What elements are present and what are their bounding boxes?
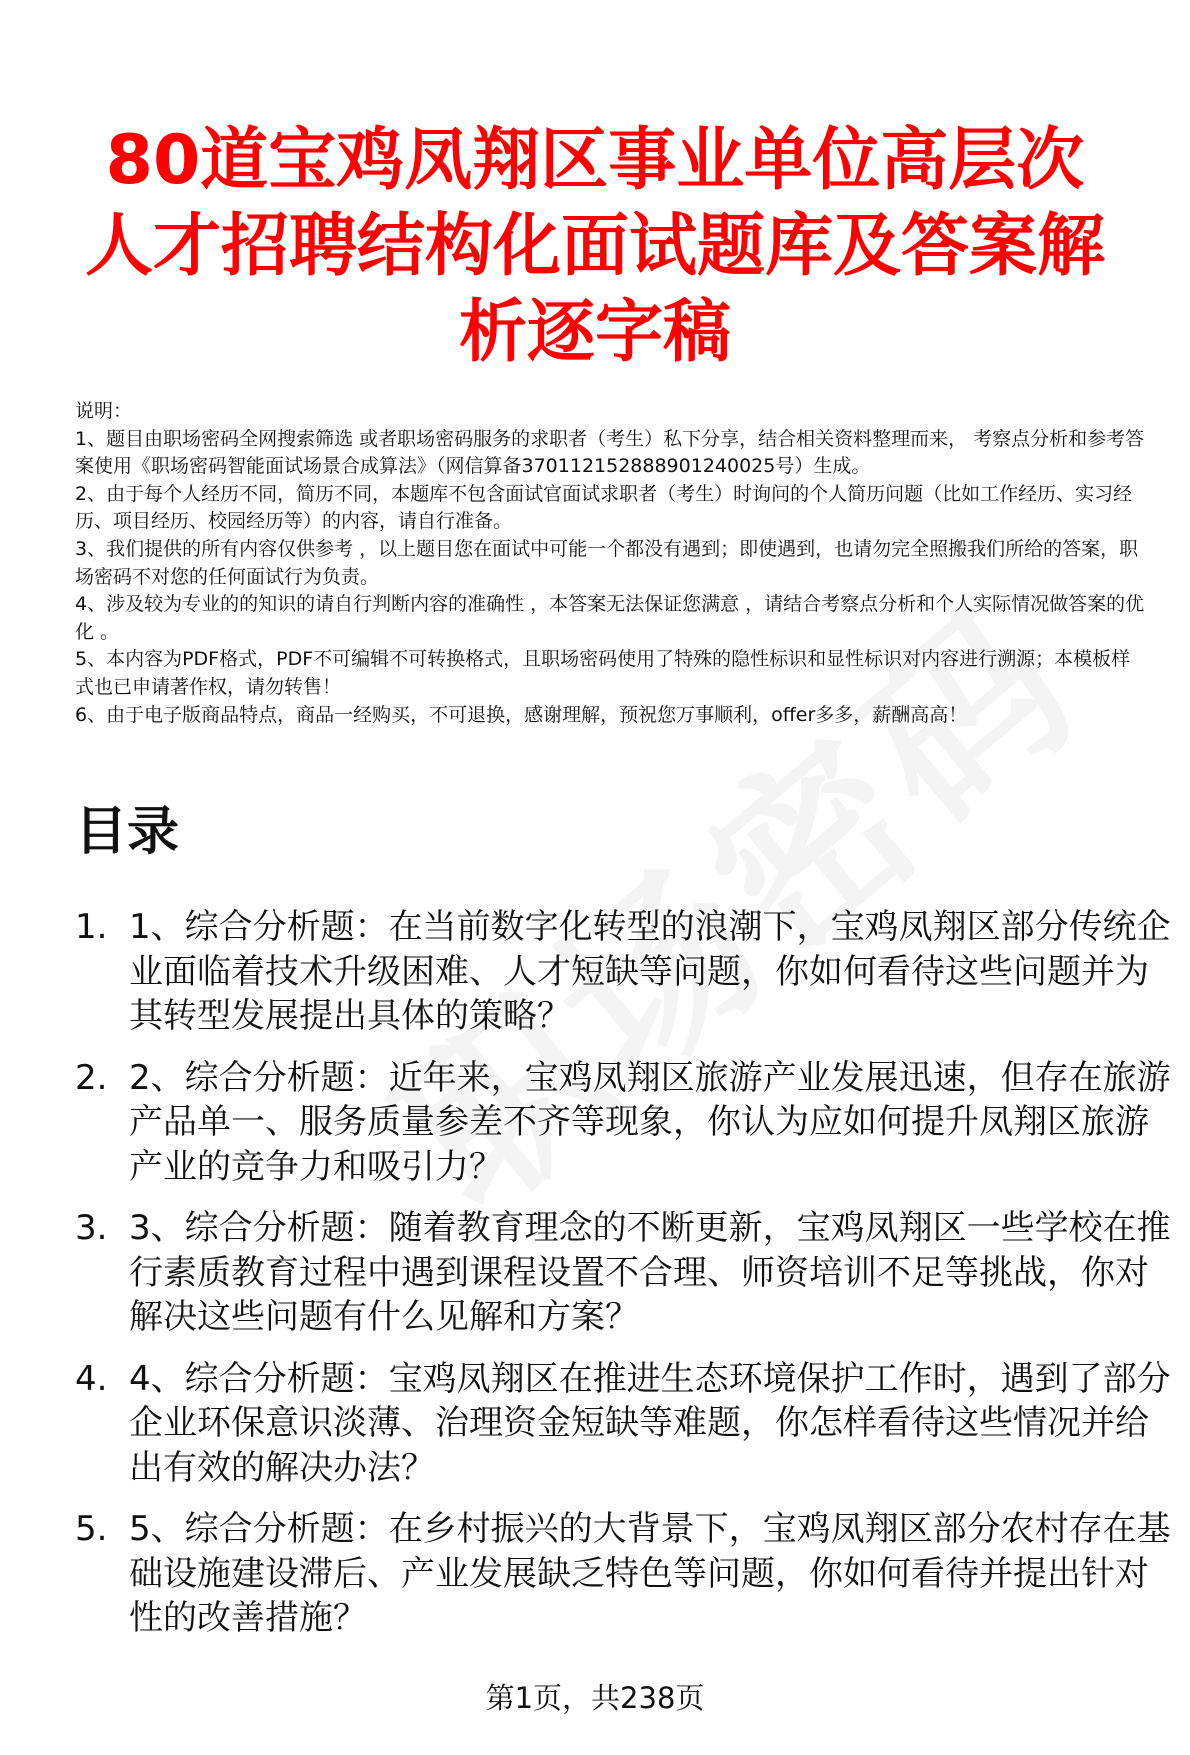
notes-item: 4、涉及较为专业的的知识的请自行判断内容的准确性 ，本答案无法保证您满意 ，请结合考察点分析和个人实际情况做答案的优化 。 — [75, 593, 1145, 643]
toc-item-4[interactable] — [75, 1357, 1175, 1491]
toc-item-number: 2. — [75, 1057, 108, 1098]
toc-list — [75, 905, 1175, 1658]
notes-item: 6、由于电子版商品特点，商品一经购买，不可退换，感谢理解，预祝您万事顺利，offer多多，薪酬高高！ — [75, 703, 968, 726]
toc-item-text: 4、综合分析题：宝鸡凤翔区在推进生态环境保护工作时，遇到了部分企业环保意识淡薄、治理资金短缺等难题，你怎样看待这些情况并给出有效的解决办法？ — [129, 1358, 1171, 1488]
toc-item-text: 3、综合分析题：随着教育理念的不断更新，宝鸡凤翔区一些学校在推行素质教育过程中遇到课程设置不合理、师资培训不足等挑战，你对解决这些问题有什么见解和方案？ — [129, 1208, 1171, 1337]
notes-item: 5、本内容为PDF格式，PDF不可编辑不可转换格式，且职场密码使用了特殊的隐性标识和显性标识对内容进行溯源；本模板样式也已申请著作权，请勿转售！ — [75, 648, 1131, 698]
toc-item-1[interactable] — [75, 905, 1175, 1039]
notes-section — [75, 398, 1147, 729]
notes-item: 1、题目由职场密码全网搜索筛选 或者职场密码服务的求职者（考生）私下分享，结合相关资料整理而来， 考察点分析和参考答案使用《职场密码智能面试场景合成算法》（网信算备370112152888901240025号）生成。 — [75, 427, 1145, 478]
toc-item-text: 5、综合分析题：在乡村振兴的大背景下，宝鸡凤翔区部分农村存在基础设施建设滞后、产业发展缺乏特色等问题，你如何看待并提出针对性的改善措施？ — [129, 1509, 1171, 1638]
toc-item-5[interactable] — [75, 1507, 1175, 1641]
toc-item-number: 4. — [75, 1358, 108, 1399]
toc-item-number: 5. — [75, 1509, 108, 1549]
document-title: 80道宝鸡凤翔区事业单位高层次人才招聘结构化面试题库及答案解析逐字稿 — [84, 121, 1105, 372]
toc-item-3[interactable] — [75, 1206, 1175, 1340]
toc-item-number: 1. — [75, 907, 108, 947]
toc-item-2[interactable] — [75, 1056, 1175, 1190]
toc-item-number: 3. — [75, 1208, 108, 1248]
toc-heading: 目录 — [75, 802, 180, 862]
toc-item-text: 2、综合分析题：近年来，宝鸡凤翔区旅游产业发展迅速，但存在旅游产品单一、服务质量参差不齐等现象，你认为应如何提升凤翔区旅游产业的竞争力和吸引力？ — [129, 1057, 1171, 1187]
page-footer: 第1页，共238页 — [485, 1681, 705, 1715]
notes-item: 2、由于每个人经历不同，简历不同，本题库不包含面试官面试求职者（考生）时询问的个人简历问题（比如工作经历、实习经历、项目经历、校园经历等）的内容，请自行准备。 — [75, 482, 1133, 533]
notes-heading: 说明： — [75, 400, 133, 422]
toc-item-text: 1、综合分析题：在当前数字化转型的浪潮下，宝鸡凤翔区部分传统企业面临着技术升级困难、人才短缺等问题，你如何看待这些问题并为其转型发展提出具体的策略？ — [129, 907, 1171, 1036]
notes-item: 3、我们提供的所有内容仅供参考 ，以上题目您在面试中可能一个都没有遇到；即使遇到，也请勿完全照搬我们所给的答案，职场密码不对您的任何面试行为负责。 — [75, 537, 1139, 588]
